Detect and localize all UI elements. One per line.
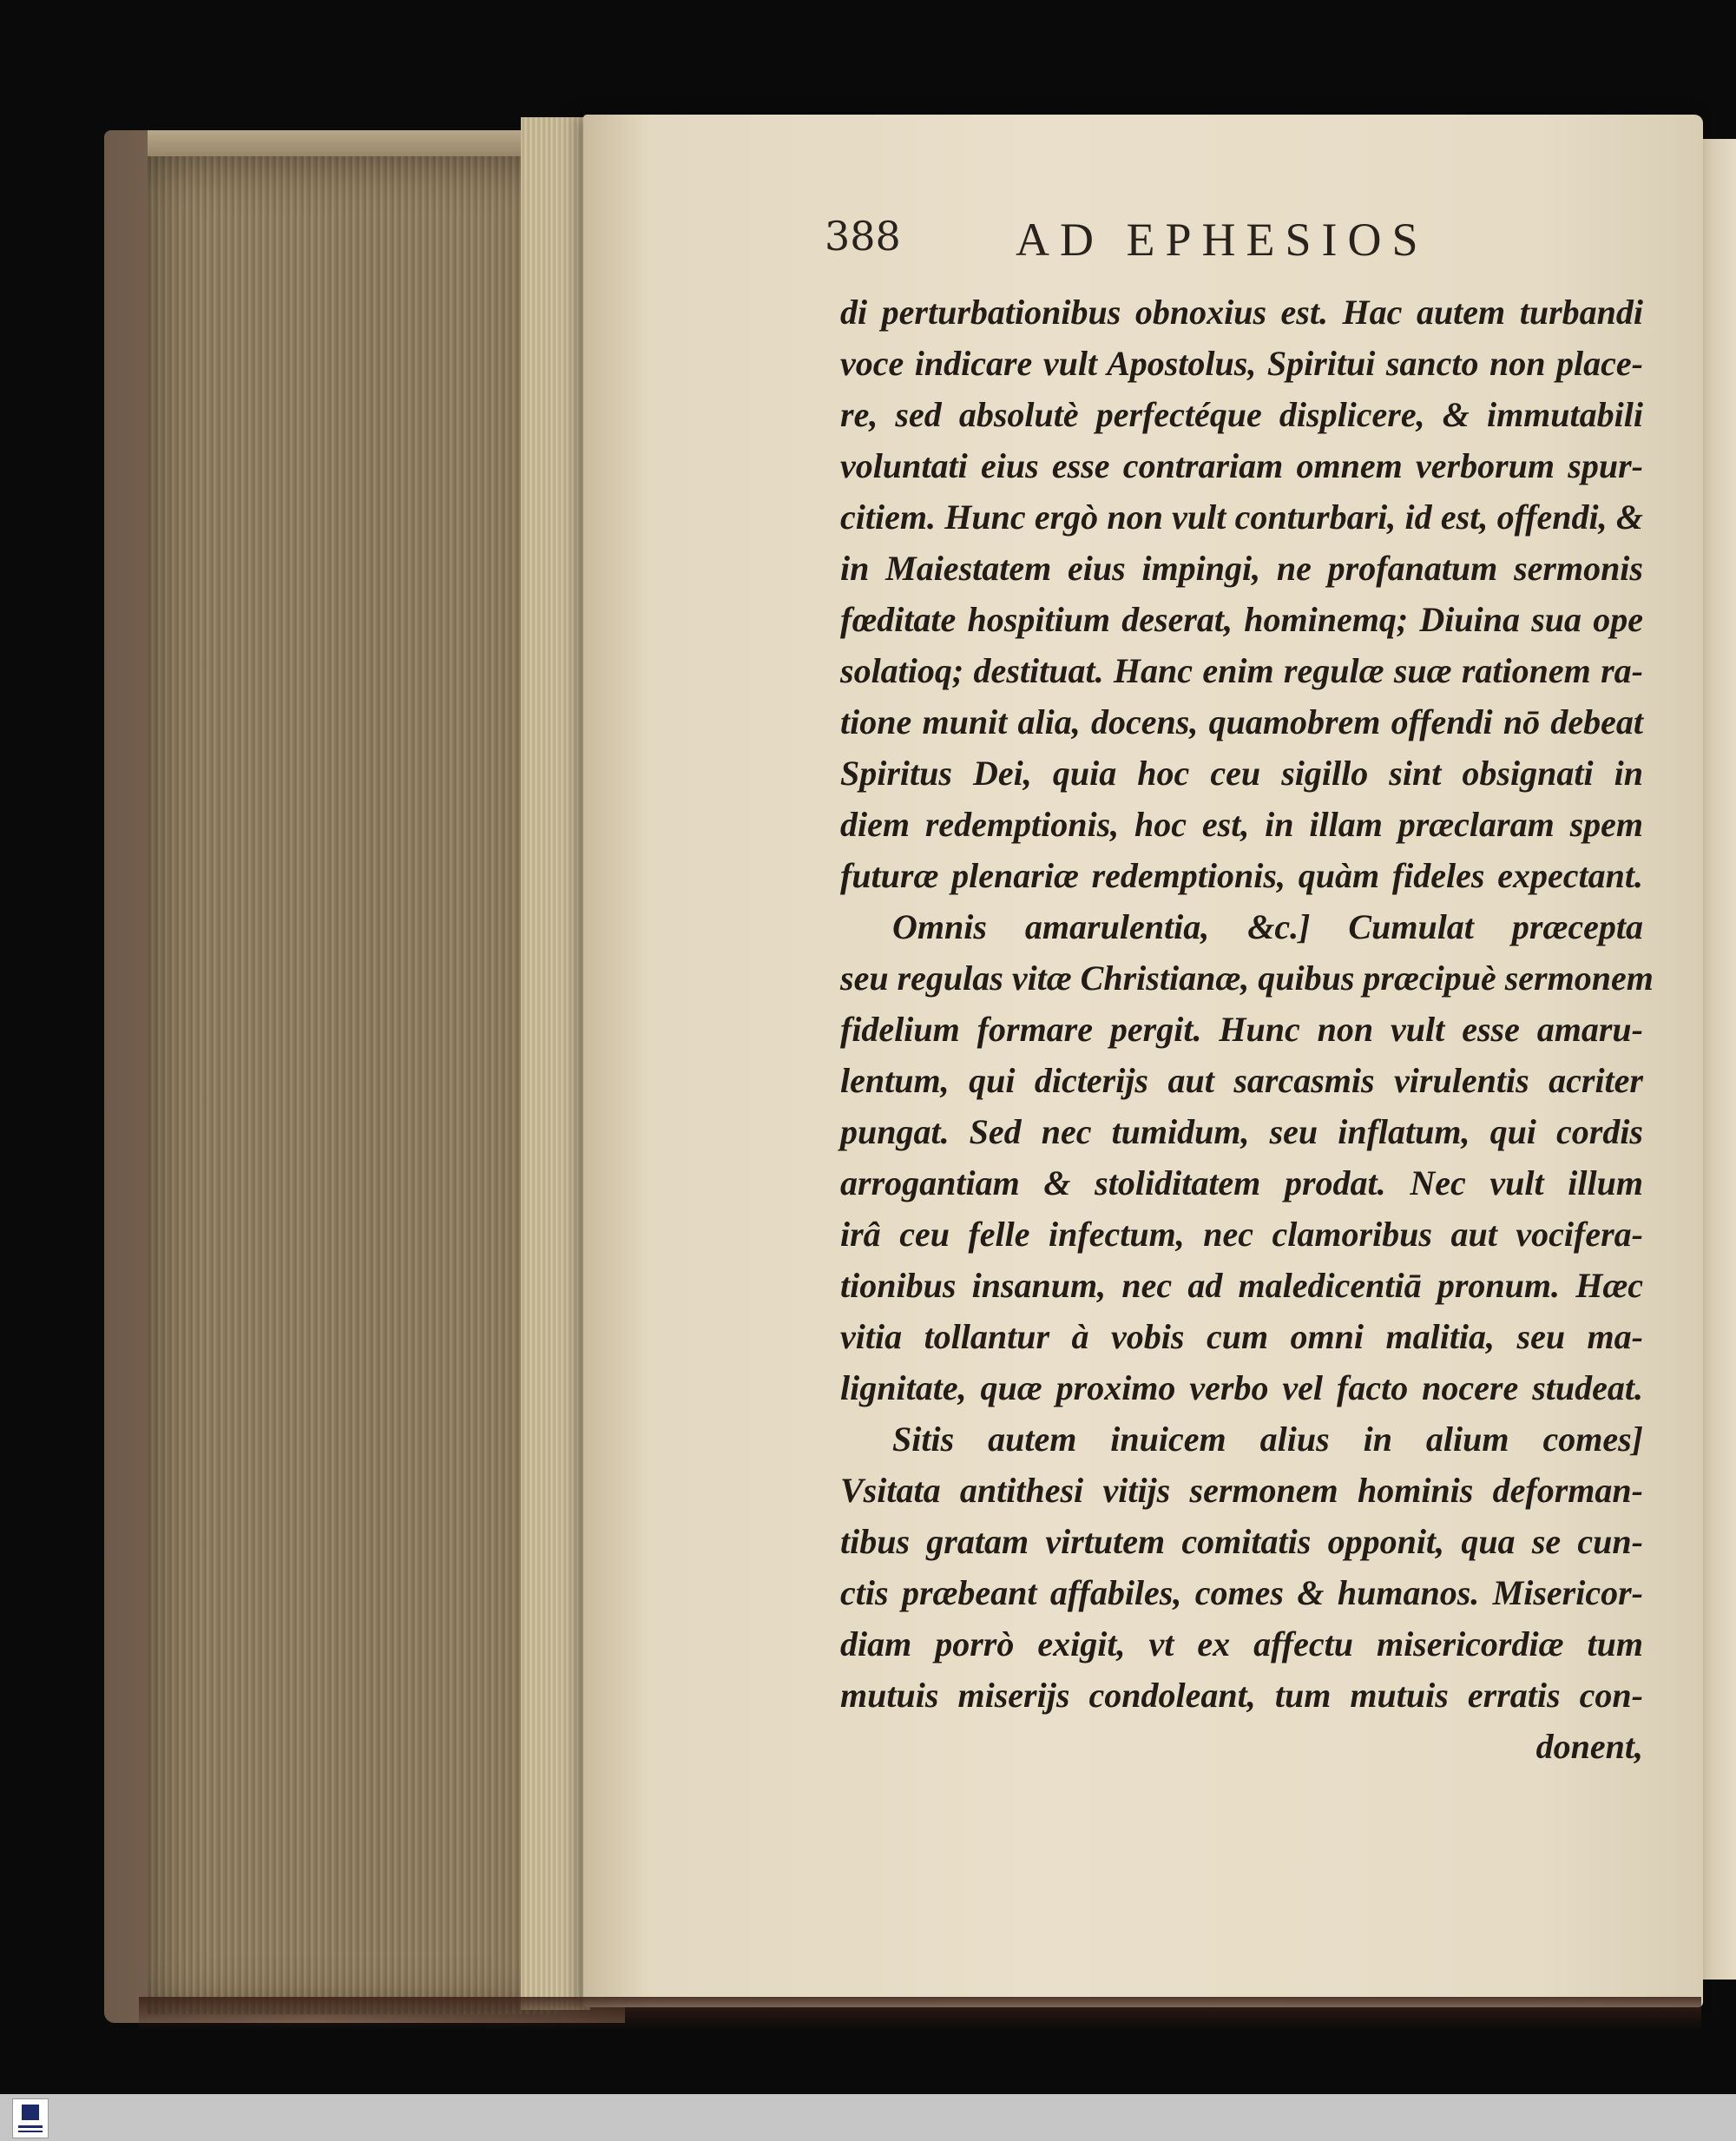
library-logo-icon bbox=[12, 2098, 49, 2138]
text-line: solatioq; destituat. Hanc enim regulæ suæ rationem ra- bbox=[840, 651, 1643, 690]
catchword: donent, bbox=[1535, 1727, 1643, 1766]
text-line-paragraph-start: Omnis amarulentia, &c.] Cumulat præcepta bbox=[892, 907, 1643, 946]
text-line: seu regulas vitæ Christianæ, quibus præcipuè sermonem bbox=[840, 959, 1654, 998]
text-line: Vsitata antithesi vitijs sermonem hominis deforman- bbox=[840, 1471, 1643, 1510]
book-fore-edge bbox=[148, 156, 556, 2014]
text-line: lentum, qui dicterijs aut sarcasmis virulentis acriter bbox=[840, 1061, 1643, 1100]
text-line: tione munit alia, docens, quamobrem offendi nō debeat bbox=[840, 702, 1643, 741]
text-line: Spiritus Dei, quia hoc ceu sigillo sint obsignati in bbox=[840, 754, 1643, 793]
text-line: tionibus insanum, nec ad maledicentiā pronum. Hæc bbox=[840, 1266, 1643, 1305]
text-line: di perturbationibus obnoxius est. Hac autem turbandi bbox=[840, 293, 1643, 332]
running-title: AD EPHESIOS bbox=[1016, 214, 1429, 266]
text-line: futuræ plenariæ redemptionis, quàm fideles expectant. bbox=[840, 856, 1643, 895]
text-line: arrogantiam & stoliditatem prodat. Nec vult illum bbox=[840, 1163, 1643, 1202]
page-stack bbox=[521, 117, 590, 2010]
text-line: voluntati eius esse contrariam omnem verborum spur- bbox=[840, 446, 1643, 485]
text-line: in Maiestatem eius impingi, ne profanatum sermonis bbox=[840, 549, 1643, 588]
text-line: mutuis miserijs condoleant, tum mutuis erratis con- bbox=[840, 1676, 1643, 1715]
text-line: ctis præbeant affabiles, comes & humanos. Misericor- bbox=[840, 1573, 1643, 1612]
text-line: vitia tollantur à vobis cum omni malitia, seu ma- bbox=[840, 1317, 1643, 1356]
text-line: diem redemptionis, hoc est, in illam præclaram spem bbox=[840, 805, 1643, 844]
binding-shadow bbox=[139, 1997, 1701, 2032]
page-number: 388 bbox=[825, 213, 901, 260]
text-line: voce indicare vult Apostolus, Spiritui sancto non place- bbox=[840, 344, 1643, 383]
text-line: fidelium formare pergit. Hunc non vult esse amaru- bbox=[840, 1010, 1643, 1049]
text-line: lignitate, quæ proximo verbo vel facto nocere studeat. bbox=[840, 1368, 1643, 1407]
text-line: fœditate hospitium deserat, hominemq; Diuina sua ope bbox=[840, 600, 1643, 639]
text-line: pungat. Sed nec tumidum, seu inflatum, qui cordis bbox=[840, 1112, 1643, 1151]
body-text bbox=[840, 287, 1654, 1766]
text-line: irâ ceu felle infectum, nec clamoribus aut vocifera- bbox=[840, 1215, 1643, 1254]
text-line: tibus gratam virtutem comitatis opponit, qua se cun- bbox=[840, 1522, 1643, 1561]
text-line-paragraph-start: Sitis autem inuicem alius in alium comes] bbox=[892, 1420, 1643, 1459]
text-line: diam porrò exigit, vt ex affectu misericordiæ tum bbox=[840, 1624, 1643, 1663]
running-head bbox=[825, 213, 1450, 282]
text-line: re, sed absolutè perfectéque displicere, & immutabili bbox=[840, 395, 1643, 434]
viewer-footer-bar bbox=[0, 2094, 1736, 2141]
text-line: citiem. Hunc ergò non vult conturbari, id est, offendi, & bbox=[840, 497, 1643, 537]
